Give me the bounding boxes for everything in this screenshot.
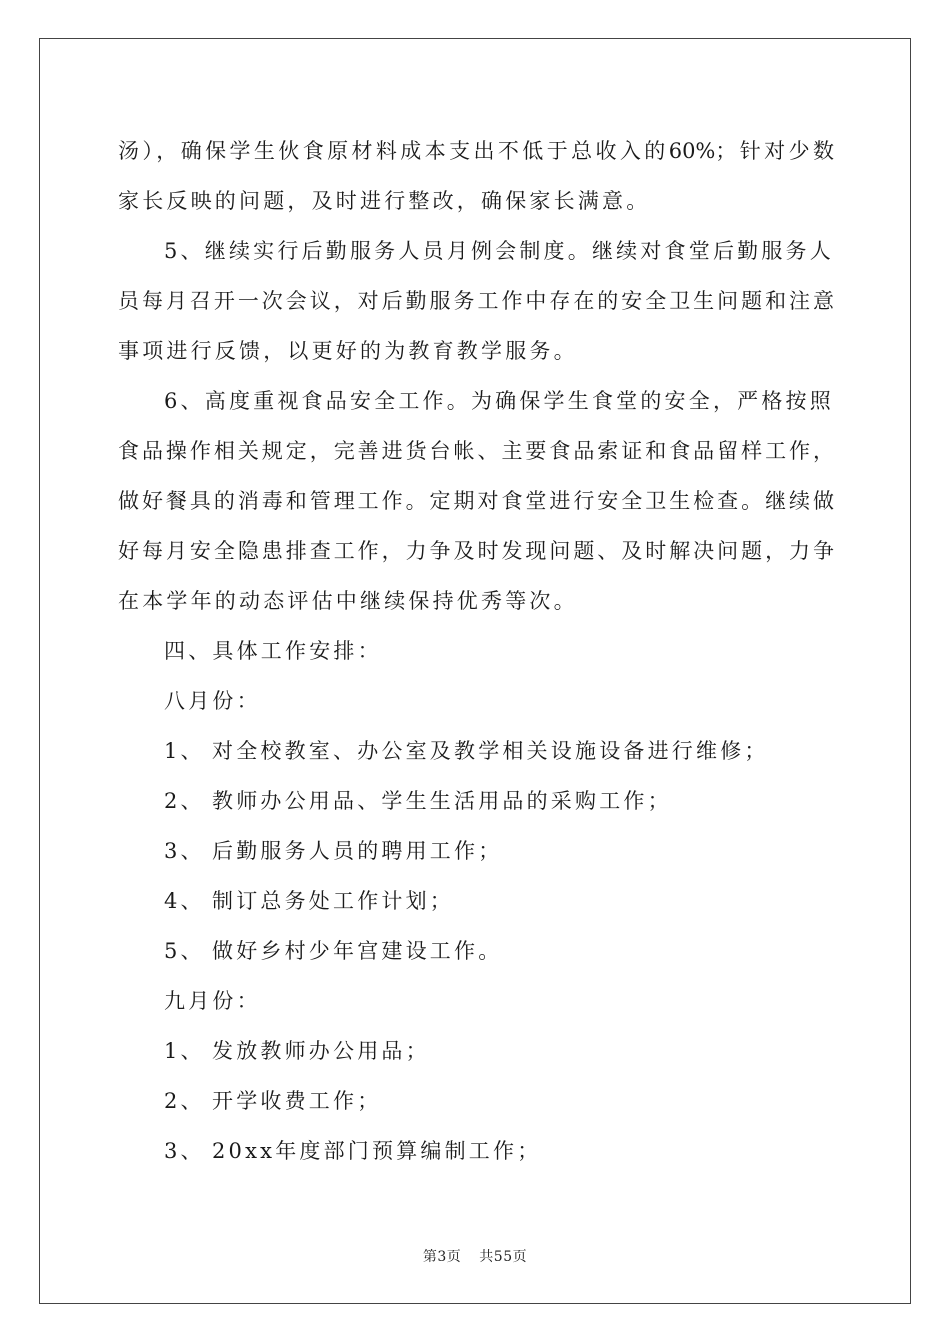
list-item-number: 5、 — [164, 939, 205, 963]
list-item-number: 3、 — [164, 1139, 205, 1163]
list-item — [118, 776, 834, 826]
list-item — [118, 926, 834, 976]
list-item — [118, 1026, 834, 1076]
list-item-text: 做好乡村少年宫建设工作。 — [212, 939, 503, 963]
list-item-number: 1、 — [164, 1039, 205, 1063]
list-item-text: 后勤服务人员的聘用工作； — [212, 839, 503, 863]
paragraph-line: 6、高度重视食品安全工作。为确保学生食堂的安全，严格按照 — [164, 389, 834, 413]
list-item-text: 对全校教室、办公室及教学相关设施设备进行维修； — [212, 739, 769, 763]
page-footer — [0, 1246, 950, 1266]
list-item — [118, 726, 834, 776]
month-heading-september: 九月份： — [164, 989, 261, 1013]
total-page-count: 共55页 — [479, 1249, 528, 1265]
list-item-number: 3、 — [164, 839, 205, 863]
paragraph-line: 事项进行反馈，以更好的为教育教学服务。 — [118, 339, 578, 363]
list-item-number: 2、 — [164, 1089, 205, 1113]
list-item-text: 制订总务处工作计划； — [212, 889, 454, 913]
list-item-text: 开学收费工作； — [212, 1089, 382, 1113]
paragraph-line: 家长反映的问题，及时进行整改，确保家长满意。 — [118, 189, 651, 213]
paragraph-line: 食品操作相关规定，完善进货台帐、主要食品索证和食品留样工作， — [118, 439, 834, 463]
list-item — [118, 1076, 834, 1126]
paragraph-line: 员每月召开一次会议，对后勤服务工作中存在的安全卫生问题和注意 — [118, 289, 834, 313]
month-heading-august: 八月份： — [164, 689, 261, 713]
list-item-number: 4、 — [164, 889, 205, 913]
paragraph-line: 做好餐具的消毒和管理工作。定期对食堂进行安全卫生检查。继续做 — [118, 489, 834, 513]
paragraph-line: 5、继续实行后勤服务人员月例会制度。继续对食堂后勤服务人 — [164, 239, 834, 263]
list-item-text: 20xx年度部门预算编制工作； — [212, 1139, 542, 1163]
list-item — [118, 876, 834, 926]
paragraph-line: 好每月安全隐患排查工作，力争及时发现问题、及时解决问题，力争 — [118, 539, 834, 563]
list-item — [118, 1126, 834, 1176]
list-item-text: 发放教师办公用品； — [212, 1039, 430, 1063]
section-heading: 四、具体工作安排： — [164, 639, 382, 663]
paragraph-line: 汤），确保学生伙食原材料成本支出不低于总收入的60%；针对少数 — [118, 139, 834, 163]
list-item-text: 教师办公用品、学生生活用品的采购工作； — [212, 789, 672, 813]
document-body — [118, 126, 834, 1176]
list-item-number: 2、 — [164, 789, 205, 813]
list-item-number: 1、 — [164, 739, 205, 763]
list-item — [118, 826, 834, 876]
paragraph-line: 在本学年的动态评估中继续保持优秀等次。 — [118, 589, 578, 613]
current-page-number: 第3页 — [422, 1249, 462, 1265]
